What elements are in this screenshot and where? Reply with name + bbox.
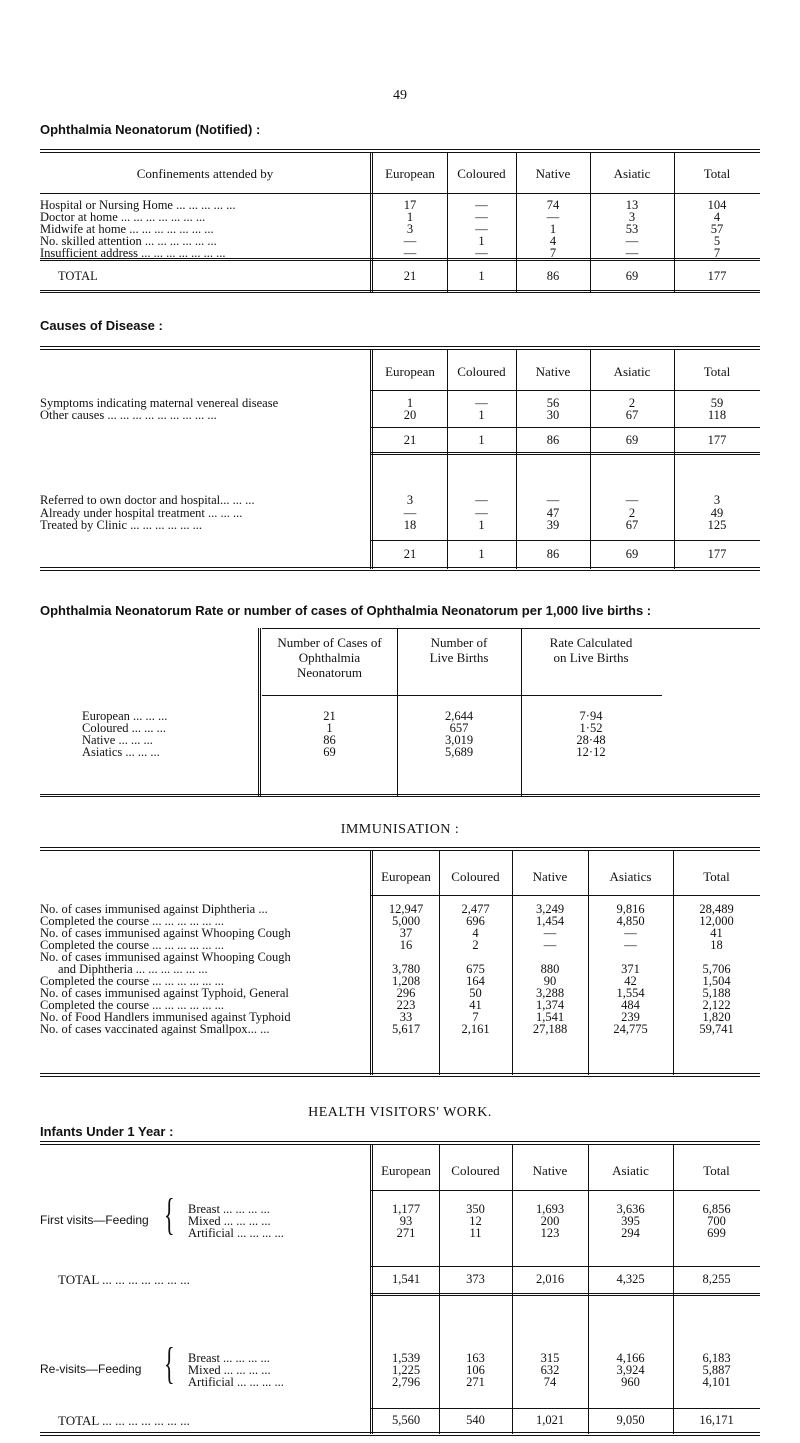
table-cell: — (624, 926, 637, 940)
total-cell: 1,021 (535, 1413, 565, 1427)
total-cell: 2,016 (535, 1272, 565, 1286)
table-cell: 74 (543, 1375, 557, 1389)
table-cell: 1 (406, 210, 414, 224)
table-cell: 3,780 (391, 962, 421, 976)
table-cell: 37 (399, 926, 413, 940)
row-label: Completed the course ... ... ... ... ... ... (40, 914, 224, 928)
table-cell: 21 (323, 709, 336, 723)
row-label: Native ... ... ... (82, 733, 153, 747)
row-label: Completed the course ... ... ... ... ... ... (40, 998, 224, 1012)
table-cell: 3,249 (535, 902, 565, 916)
table-cell: 1,693 (535, 1202, 565, 1216)
total-cell: 1 (478, 269, 485, 283)
table-cell: 675 (466, 962, 485, 976)
row-label: Symptoms indicating maternal venereal disease (40, 396, 279, 410)
table-cell: 3 (628, 210, 636, 224)
header-european: European (381, 1163, 431, 1178)
table-cell: 6,183 (702, 1351, 731, 1365)
header-total: Total (703, 364, 731, 379)
table-cell: 41 (710, 926, 723, 940)
header-european: European (381, 869, 431, 884)
table-cell: 1,225 (391, 1363, 421, 1377)
table-cell: 86 (323, 733, 336, 747)
table-cell: 1 (549, 222, 557, 236)
row-label: Referred to own doctor and hospital... ... ... (40, 493, 255, 507)
table-cell: 53 (625, 222, 639, 236)
table-cell: 30 (546, 408, 560, 422)
table-cell: 271 (466, 1375, 485, 1389)
table-cell: 67 (625, 518, 639, 532)
table-cell: — (543, 926, 557, 940)
row-label: No. of cases immunised against Whooping Cough (40, 926, 291, 940)
total-cell: 5,560 (391, 1413, 421, 1427)
table-cell: 163 (466, 1351, 485, 1365)
table-cell: 9,816 (616, 902, 645, 916)
table-cell: 59 (710, 396, 724, 410)
table-cell: 123 (540, 1226, 560, 1240)
table-cell: 1,820 (702, 1010, 731, 1024)
total-cell: 69 (625, 269, 639, 283)
total-cell: 1 (478, 547, 485, 561)
table-cell: 1 (406, 396, 414, 410)
table-cell: 3,019 (444, 733, 474, 747)
row-label: Already under hospital treatment ... ... ... (40, 506, 243, 520)
row-label: No. of cases vaccinated against Smallpox... ... (40, 1022, 270, 1036)
table-cell: 106 (466, 1363, 485, 1377)
total-label: TOTAL ... ... ... ... ... ... ... (58, 1413, 190, 1428)
table-cell: 880 (540, 962, 560, 976)
header-european: European (385, 364, 435, 379)
header-asiatic: Asiatic (613, 166, 651, 181)
header-total: Total (703, 869, 730, 884)
row-label: No. of cases immunised against Diphtheria ... (40, 902, 268, 916)
row-label: Midwife at home ... ... ... ... ... ... ... (40, 222, 214, 236)
first-visits-label: First visits—Feeding (40, 1213, 149, 1227)
table-cell: 74 (546, 198, 560, 212)
table-cell: 33 (399, 1010, 413, 1024)
section-heading-ophthalmia-notified: Ophthalmia Neonatorum (Notified) : (40, 122, 261, 137)
row-label: Completed the course ... ... ... ... ... ... (40, 938, 224, 952)
total-cell: 4,325 (616, 1272, 645, 1286)
table-cell: 13 (625, 198, 639, 212)
row-label: Completed the course ... ... ... ... ... ... (40, 974, 224, 988)
table-cell: 1 (478, 234, 485, 248)
table-cell: — (475, 210, 488, 224)
row-label: Insufficient address ... ... ... ... ... ... ... (40, 246, 226, 260)
section-heading-health-visitors: HEALTH VISITORS' WORK. (308, 1105, 492, 1120)
header-confinements: Confinements attended by (136, 166, 274, 181)
table-cell: 3,636 (616, 1202, 645, 1216)
table-cell: 118 (707, 408, 727, 422)
table-cell: — (403, 506, 417, 520)
header-number-of-cases: Number of Cases of Ophthalmia Neonatorum (277, 635, 382, 680)
table-cell: 12·12 (576, 745, 606, 759)
header-coloured: Coloured (451, 869, 500, 884)
table-cell: 2 (472, 938, 479, 952)
table-cell: 7 (549, 246, 557, 260)
row-label: Other causes ... ... ... ... ... ... ... ... ... (40, 408, 217, 422)
table-cell: 56 (546, 396, 560, 410)
table-cell: 395 (621, 1214, 640, 1228)
row-label: European ... ... ... (82, 709, 168, 723)
table-cell: 1,177 (391, 1202, 421, 1216)
table-cell: — (546, 493, 560, 507)
table-cell: 1 (326, 721, 333, 735)
header-european: European (385, 166, 435, 181)
table-cell: 16 (399, 938, 413, 952)
total-cell: 1 (478, 433, 485, 447)
page-number: 49 (393, 88, 407, 103)
total-cell: 16,171 (699, 1413, 734, 1427)
total-cell: 177 (707, 269, 727, 283)
table-cell: — (475, 222, 488, 236)
table-cell: 28,489 (699, 902, 734, 916)
total-cell: 540 (466, 1413, 485, 1427)
table-cell: 200 (540, 1214, 560, 1228)
table-cell: 5 (713, 234, 721, 248)
table-cell: 271 (396, 1226, 416, 1240)
total-cell: 21 (403, 547, 417, 561)
row-label: No. of cases immunised against Whooping Cough (40, 950, 291, 964)
total-cell: 21 (403, 269, 417, 283)
table-cell: 632 (540, 1363, 560, 1377)
total-cell: 9,050 (616, 1413, 645, 1427)
total-cell: 177 (707, 547, 727, 561)
total-cell: 86 (546, 433, 560, 447)
table-cell: 41 (469, 998, 482, 1012)
table-cell: 17 (403, 198, 417, 212)
header-native: Native (535, 364, 571, 379)
table-cell: 6,856 (702, 1202, 731, 1216)
table-cell: 5,000 (391, 914, 421, 928)
total-cell: 373 (466, 1272, 485, 1286)
table-cell: 18 (403, 518, 417, 532)
table-cell: 69 (323, 745, 336, 759)
table-cell: — (624, 938, 637, 952)
table-cell: 5,188 (702, 986, 731, 1000)
table-cell: 223 (396, 998, 416, 1012)
table-cell: 5,689 (444, 745, 474, 759)
table-cell: 1 (478, 518, 485, 532)
table-cell: 1,554 (616, 986, 645, 1000)
feeding-type-label: Artificial ... ... ... ... (188, 1226, 284, 1240)
revisits-label: Re-visits—Feeding (40, 1362, 142, 1376)
table-cell: 24,775 (613, 1022, 648, 1036)
table-cell: 4 (472, 926, 479, 940)
row-label: No. skilled attention ... ... ... ... ... ... (40, 234, 217, 248)
table-cell: 1,541 (535, 1010, 565, 1024)
section-heading-ophthalmia-rate: Ophthalmia Neonatorum Rate or number of cases of Ophthalmia Neonatorum per 1,000 live births : (40, 603, 652, 618)
table-cell: 1,504 (702, 974, 731, 988)
brace-first-visits: { (164, 1190, 175, 1239)
table-cell: 2 (628, 506, 636, 520)
table-cell: — (625, 234, 639, 248)
total-cell: 69 (625, 433, 639, 447)
row-label: No. of Food Handlers immunised against Typhoid (40, 1010, 291, 1024)
table-cell: 484 (621, 998, 640, 1012)
table-cell: 12,000 (699, 914, 734, 928)
table-cell: 125 (707, 518, 727, 532)
table-cell: 164 (466, 974, 485, 988)
header-rate-calculated: Rate Calculated on Live Births (549, 635, 633, 665)
table-cell: 239 (621, 1010, 640, 1024)
table-cell: 59,741 (699, 1022, 734, 1036)
section-heading-immunisation: IMMUNISATION : (340, 822, 460, 837)
table-cell: 696 (466, 914, 485, 928)
table-cell: 657 (449, 721, 469, 735)
table-cell: 7·94 (579, 709, 603, 723)
table-cell: 4 (713, 210, 721, 224)
table-cell: 67 (625, 408, 639, 422)
feeding-type-label: Artificial ... ... ... ... (188, 1375, 284, 1389)
total-cell: 86 (546, 269, 560, 283)
table-cell: 5,887 (702, 1363, 731, 1377)
table-cell: 5,617 (391, 1022, 421, 1036)
table-cell: 3,288 (535, 986, 565, 1000)
table-cell: 5,706 (702, 962, 731, 976)
table-cell: 104 (707, 198, 727, 212)
table-cell: 4 (549, 234, 557, 248)
table-cell: — (475, 198, 488, 212)
row-label: No. of cases immunised against Typhoid, General (40, 986, 289, 1000)
table-cell: — (475, 506, 488, 520)
table-cell: 2,161 (461, 1022, 490, 1036)
table-cell: 12 (469, 1214, 482, 1228)
table-cell: 2,122 (702, 998, 731, 1012)
table-cell: 7 (713, 246, 721, 260)
table-cell: 1 (478, 408, 485, 422)
brace-revisits: { (164, 1339, 175, 1388)
table-cell: 49 (710, 506, 724, 520)
table-cell: 4,850 (616, 914, 645, 928)
header-coloured: Coloured (457, 364, 506, 379)
table-cell: — (403, 234, 417, 248)
header-live-births: Number of Live Births (429, 635, 489, 665)
table-cell: 50 (469, 986, 482, 1000)
total-label: TOTAL (58, 269, 98, 283)
feeding-type-label: Breast ... ... ... ... (188, 1202, 270, 1216)
table-cell: 4,166 (616, 1351, 645, 1365)
header-total: Total (703, 1163, 730, 1178)
table-cell: 1,374 (535, 998, 565, 1012)
section-subheading-infants: Infants Under 1 Year : (40, 1124, 174, 1139)
table-cell: 2 (628, 396, 636, 410)
table-cell: 20 (403, 408, 417, 422)
table-cell: — (475, 246, 488, 260)
header-coloured: Coloured (457, 166, 506, 181)
table-cell: 18 (710, 938, 723, 952)
table-cell: 39 (546, 518, 560, 532)
table-cell: 296 (396, 986, 416, 1000)
table-cell: 315 (540, 1351, 560, 1365)
table-cell: — (403, 246, 417, 260)
table-cell: 12,947 (388, 902, 424, 916)
table-cell: 57 (710, 222, 724, 236)
table-cell: 3 (406, 222, 414, 236)
table-cell: 700 (707, 1214, 726, 1228)
row-label-continued: and Diphtheria ... ... ... ... ... ... (58, 962, 208, 976)
table-cell: 2,644 (444, 709, 474, 723)
table-cell: 3 (406, 493, 414, 507)
table-cell: 1·52 (579, 721, 603, 735)
header-native: Native (535, 166, 571, 181)
table-cell: — (475, 396, 488, 410)
table-cell: 2,796 (391, 1375, 421, 1389)
table-cell: 1,454 (535, 914, 565, 928)
table-cell: 47 (546, 506, 560, 520)
header-total: Total (703, 166, 731, 181)
table-cell: 28·48 (576, 733, 606, 747)
total-cell: 69 (625, 547, 639, 561)
table-cell: 3 (713, 493, 721, 507)
table-cell: 2,477 (461, 902, 490, 916)
row-label: Asiatics ... ... ... (82, 745, 160, 759)
table-cell: 371 (621, 962, 640, 976)
row-label: Coloured ... ... ... (82, 721, 167, 735)
table-cell: — (543, 938, 557, 952)
header-native: Native (532, 869, 568, 884)
total-cell: 8,255 (702, 1272, 731, 1286)
total-cell: 1,541 (391, 1272, 421, 1286)
total-label: TOTAL ... ... ... ... ... ... ... (58, 1272, 190, 1287)
table-cell: 699 (707, 1226, 726, 1240)
feeding-type-label: Breast ... ... ... ... (188, 1351, 270, 1365)
table-cell: 11 (469, 1226, 482, 1240)
table-cell: 350 (466, 1202, 485, 1216)
table-cell: — (625, 493, 639, 507)
row-label: Hospital or Nursing Home ... ... ... ... ... (40, 198, 236, 212)
table-cell: 1,539 (391, 1351, 421, 1365)
table-cell: — (625, 246, 639, 260)
table-cell: 93 (399, 1214, 413, 1228)
table-cell: 27,188 (532, 1022, 568, 1036)
header-asiatic: Asiatic (613, 364, 651, 379)
table-cell: — (546, 210, 560, 224)
table-cell: 294 (621, 1226, 640, 1240)
table-cell: — (475, 493, 488, 507)
row-label: Treated by Clinic ... ... ... ... ... ... (40, 518, 203, 532)
table-cell: 42 (624, 974, 637, 988)
table-cell: 960 (621, 1375, 640, 1389)
header-coloured: Coloured (451, 1163, 500, 1178)
feeding-type-label: Mixed ... ... ... ... (188, 1363, 271, 1377)
table-cell: 4,101 (702, 1375, 731, 1389)
table-cell: 90 (543, 974, 557, 988)
row-label: Doctor at home ... ... ... ... ... ... ... (40, 210, 206, 224)
table-cell: 7 (472, 1010, 479, 1024)
table-cell: 3,924 (616, 1363, 645, 1377)
header-asiatic: Asiatic (612, 1163, 649, 1178)
feeding-type-label: Mixed ... ... ... ... (188, 1214, 271, 1228)
header-native: Native (532, 1163, 568, 1178)
total-cell: 21 (403, 433, 417, 447)
total-cell: 177 (707, 433, 727, 447)
table-cell: 1,208 (391, 974, 421, 988)
section-heading-causes-of-disease: Causes of Disease : (40, 318, 163, 333)
header-asiatics: Asiatics (609, 869, 652, 884)
total-cell: 86 (546, 547, 560, 561)
